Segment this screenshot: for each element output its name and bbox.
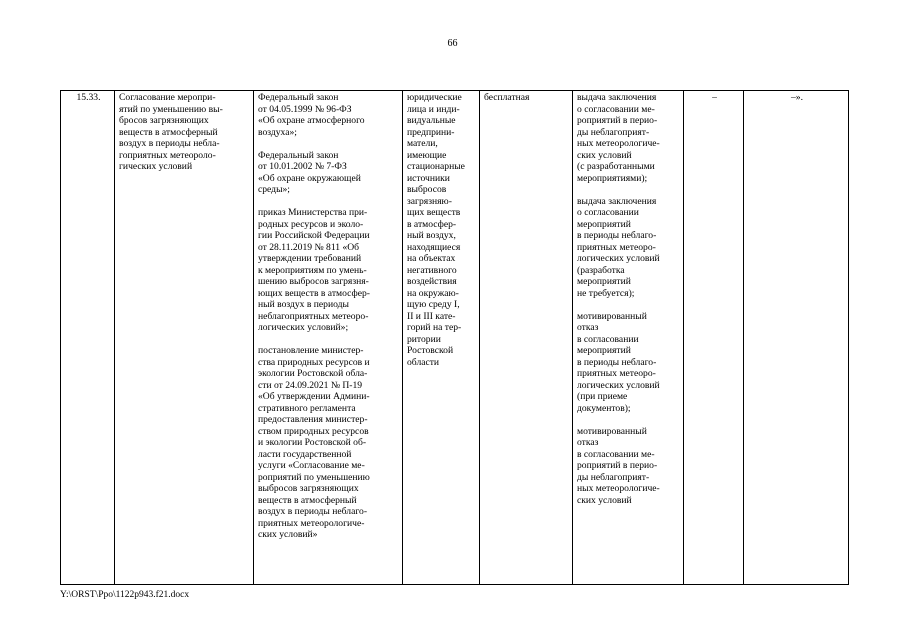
applicants: юридические лица и инди- видуальные предприни- матели, имеющие стационарные источники выбросов загрязняю- щих веществ в атмосфер- ный воздух, находящиеся на объектах негативного воздействия на окружаю- щую среду I, II и III кате- горий на тер- ритории Ростовской области (407, 92, 465, 368)
footer-file-path: Y:\ORST\Ppo\1122p943.f21.docx (60, 590, 190, 600)
table-row (61, 91, 849, 585)
services-table (60, 90, 849, 585)
col7-value: – (712, 92, 717, 103)
applicants-cell (403, 91, 480, 585)
row-number: 15.33. (76, 92, 101, 103)
legal-basis-item: постановление министер- ства природных ресурсов и экологии Ростовской обла- сти от 24.09.2021 № П-19 «Об утверждении Админи- стративного регламента предоставления министер- ством природных ресурсов и экологии Ростовской об- ласти государственной услуги «Согласование ме- роприятий по уменьшению выбросов загрязняющих веществ в атмосферный воздух в периоды неблаго- приятных метеорологиче- ских условий» (258, 345, 370, 540)
col8-value: –». (791, 92, 803, 103)
fee: бесплатная (484, 92, 530, 103)
service-name: Согласование меропри- ятий по уменьшению вы- бросов загрязняющих веществ в атмосферный воздух в периоды небла- гоприятных метеороло- гических условий (119, 92, 223, 172)
fee-cell (480, 91, 573, 585)
result-item: мотивированный отказ в согласовании ме- роприятий в перио- ды неблагоприят- ных метеорологиче- ских условий (577, 425, 660, 506)
result-item: мотивированный отказ в согласовании мероприятий в периоды неблаго- приятных метеоро- логических условий (при приеме документов); (577, 310, 660, 414)
legal-basis-item: Федеральный закон от 10.01.2002 № 7-ФЗ «Об охране окружающей среды»; (258, 149, 361, 195)
col7-cell (684, 91, 744, 585)
legal-basis-item: Федеральный закон от 04.05.1999 № 96-ФЗ «Об охране атмосферного воздуха»; (258, 92, 365, 138)
col8-cell (744, 91, 849, 585)
legal-basis-item: приказ Министерства при- родных ресурсов и эколо- гии Российской Федерации от 28.11.2019 № 811 «Об утверждении требований к мероприятиям по умень- шению выбросов загрязня- ющих веществ в атмосфер- ный воздух в периоды неблагоприятных метеоро- логических условий»; (258, 207, 370, 333)
result-item: выдача заключения о согласовании ме- роприятий в перио- ды неблагоприят- ных метеорологиче- ских условий (с разработанными мероприятиями); (577, 92, 660, 184)
row-number-cell (61, 91, 115, 585)
page-number: 66 (447, 38, 458, 49)
service-name-cell (115, 91, 254, 585)
result-item: выдача заключения о согласовании мероприятий в периоды неблаго- приятных метеоро- логических условий (разработка мероприятий не требуется); (577, 195, 660, 299)
results-cell (573, 91, 684, 585)
legal-basis-cell (254, 91, 403, 585)
